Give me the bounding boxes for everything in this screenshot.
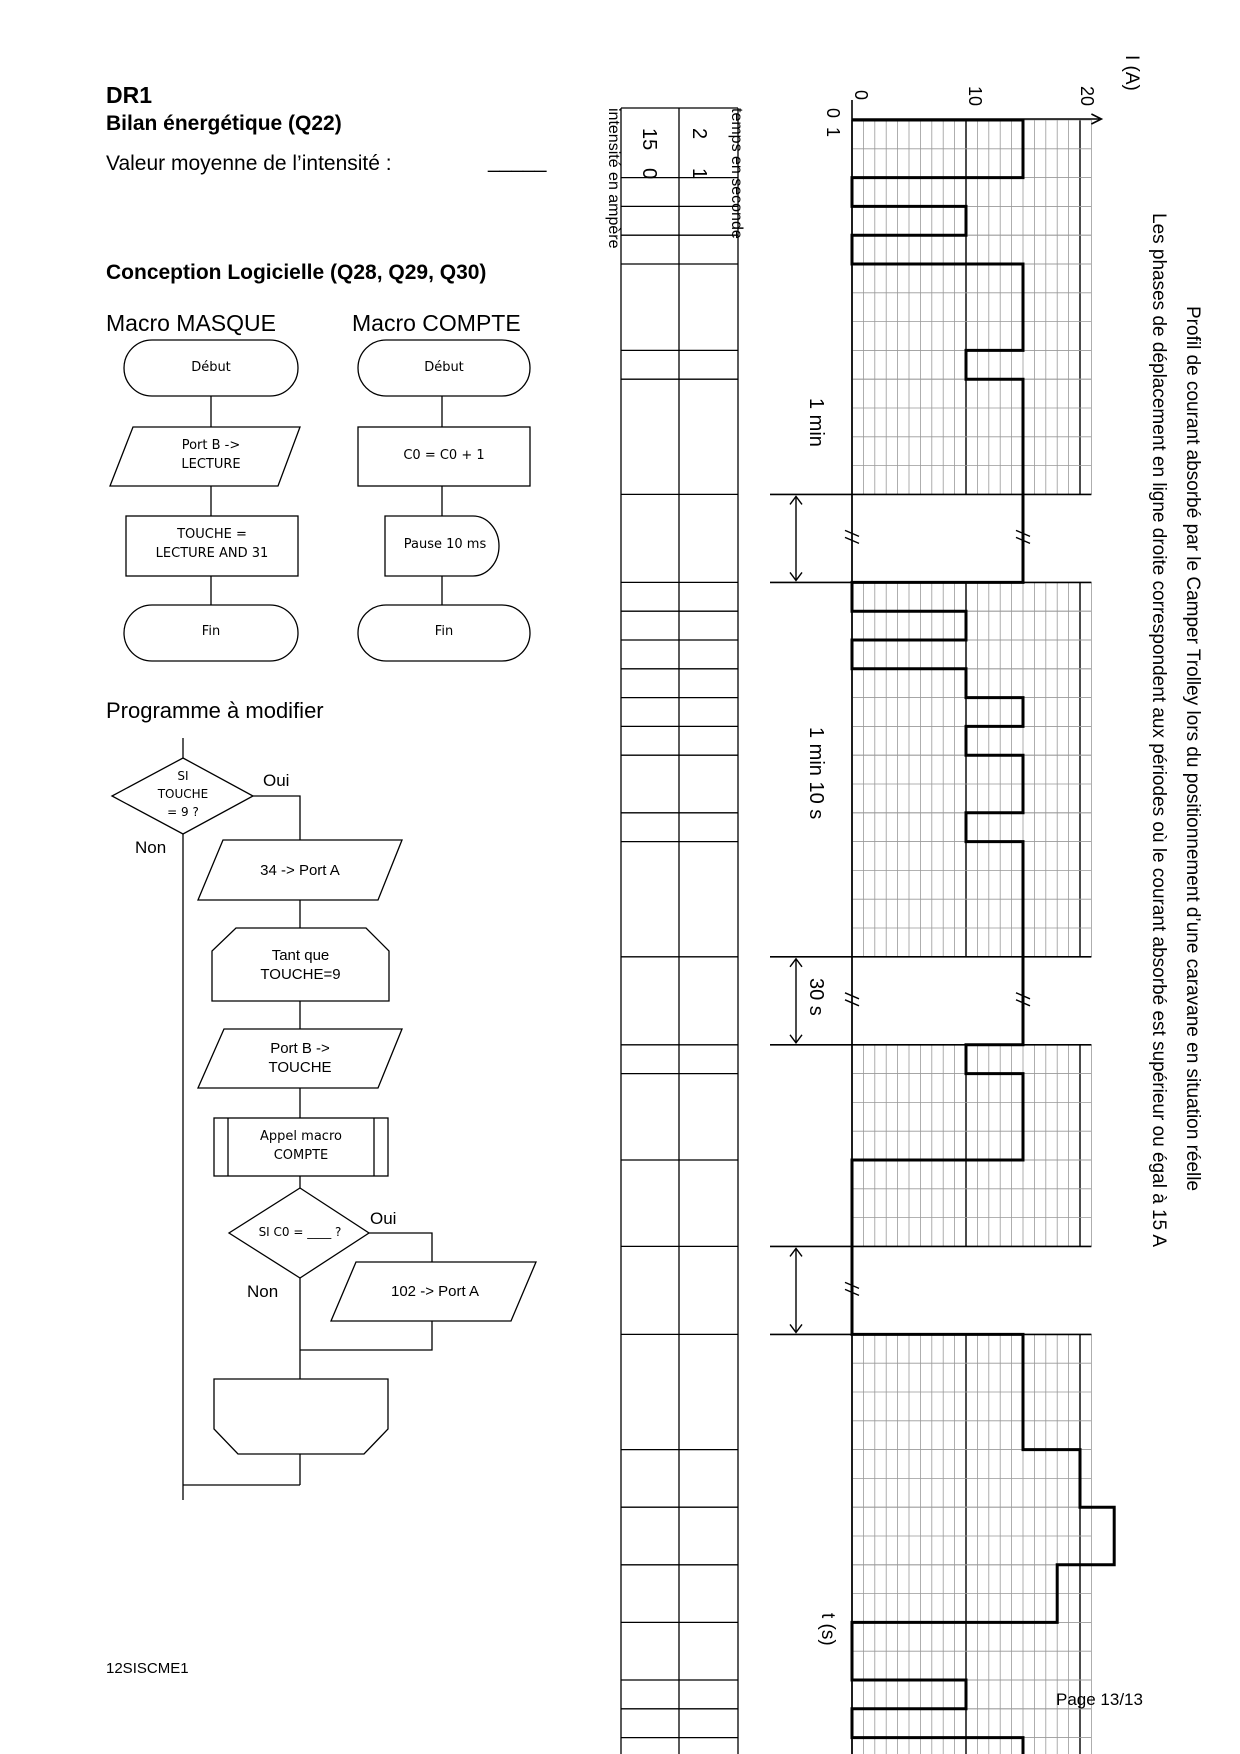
decision1-no: Non [135,838,167,857]
compte-end: Fin [434,624,454,639]
masque-input-line1: Port B -> [181,438,241,453]
prog-input-line2: TOUCHE [268,1059,332,1076]
break-label-1: 1 min [805,398,827,447]
graph-grid [852,120,1091,1754]
t-tick-0: 0 [823,108,843,119]
macro-call-line2: COMPTE [273,1148,329,1163]
output1: 34 -> Port A [260,862,340,879]
masque-end: Fin [201,624,221,639]
loop-line1: Tant que [271,947,330,964]
table-header-time: temps en seconde [728,108,745,239]
graph-break-annotations [790,496,1030,1332]
break-band [851,957,1092,1045]
graph-title-line2: Les phases de déplacement en ligne droite correspondent aux périodes où le courant absorbé est supérieur ou égal à 15 A [1148,213,1169,1248]
compte-start: Début [424,360,464,375]
macro-masque-title: Macro MASQUE [106,310,276,336]
prog-input-line1: Port B -> [270,1040,330,1057]
y-tick-10: 10 [965,86,985,107]
compte-calc: C0 = C0 + 1 [403,448,485,463]
graph-axes [847,100,1101,1754]
decision1-yes: Oui [263,771,290,790]
decision1-line2: TOUCHE [157,787,209,801]
compte-delay: Pause 10 ms [403,537,487,552]
table-current-1: 15 [638,128,660,151]
macro-compte-title: Macro COMPTE [352,310,521,336]
t-tick-1: 1 [823,127,843,138]
masque-calc-line1: TOUCHE = [177,527,247,542]
mean-current-label: Valeur moyenne de l’intensité : [106,152,392,175]
decision2: SI C0 = ____ ? [258,1225,342,1239]
data-table-grid [621,108,738,1754]
mean-current-blank: _____ [488,150,547,173]
page-number: Page 13/13 [1056,1690,1143,1709]
masque-calc-line2: LECTURE AND 31 [155,546,269,561]
break-band [851,494,1092,582]
break-label-2: 1 min 10 s [805,727,827,820]
break-band [851,1246,1092,1334]
x-axis-label: t (s) [817,1613,838,1646]
break-label-3: 30 s [805,978,827,1016]
macro-call-line1: Appel macro [260,1129,342,1144]
decision2-no: Non [247,1282,279,1301]
doc-id: DR1 [106,82,153,108]
output2: 102 -> Port A [391,1283,479,1300]
decision1-line1: SI [177,769,189,783]
section-title-energy: Bilan énergétique (Q22) [106,112,342,135]
decision1-line3: = 9 ? [167,805,199,819]
masque-start: Début [191,360,231,375]
table-time-2: 1 [688,168,710,180]
programme-title: Programme à modifier [106,698,324,723]
graph-title-line1: Profil de courant absorbé par le Camper Trolley lors du positionnement d’une caravane en situation réelle [1182,306,1203,1192]
decision2-yes: Oui [370,1209,397,1228]
graph-break-gaps [770,494,1092,1334]
table-current-2: 0 [638,168,660,180]
y-tick-20: 20 [1077,86,1097,107]
table-time-1: 2 [688,128,710,140]
current-curve [852,120,1114,1754]
loop-line2: TOUCHE=9 [260,966,341,983]
doc-code: 12SISCME1 [106,1660,189,1677]
masque-input-line2: LECTURE [181,457,241,472]
y-tick-0: 0 [851,90,871,101]
section-title-software: Conception Logicielle (Q28, Q29, Q30) [106,261,487,284]
table-header-current: intensité en ampère [605,108,622,249]
y-axis-label: I (A) [1121,55,1142,91]
